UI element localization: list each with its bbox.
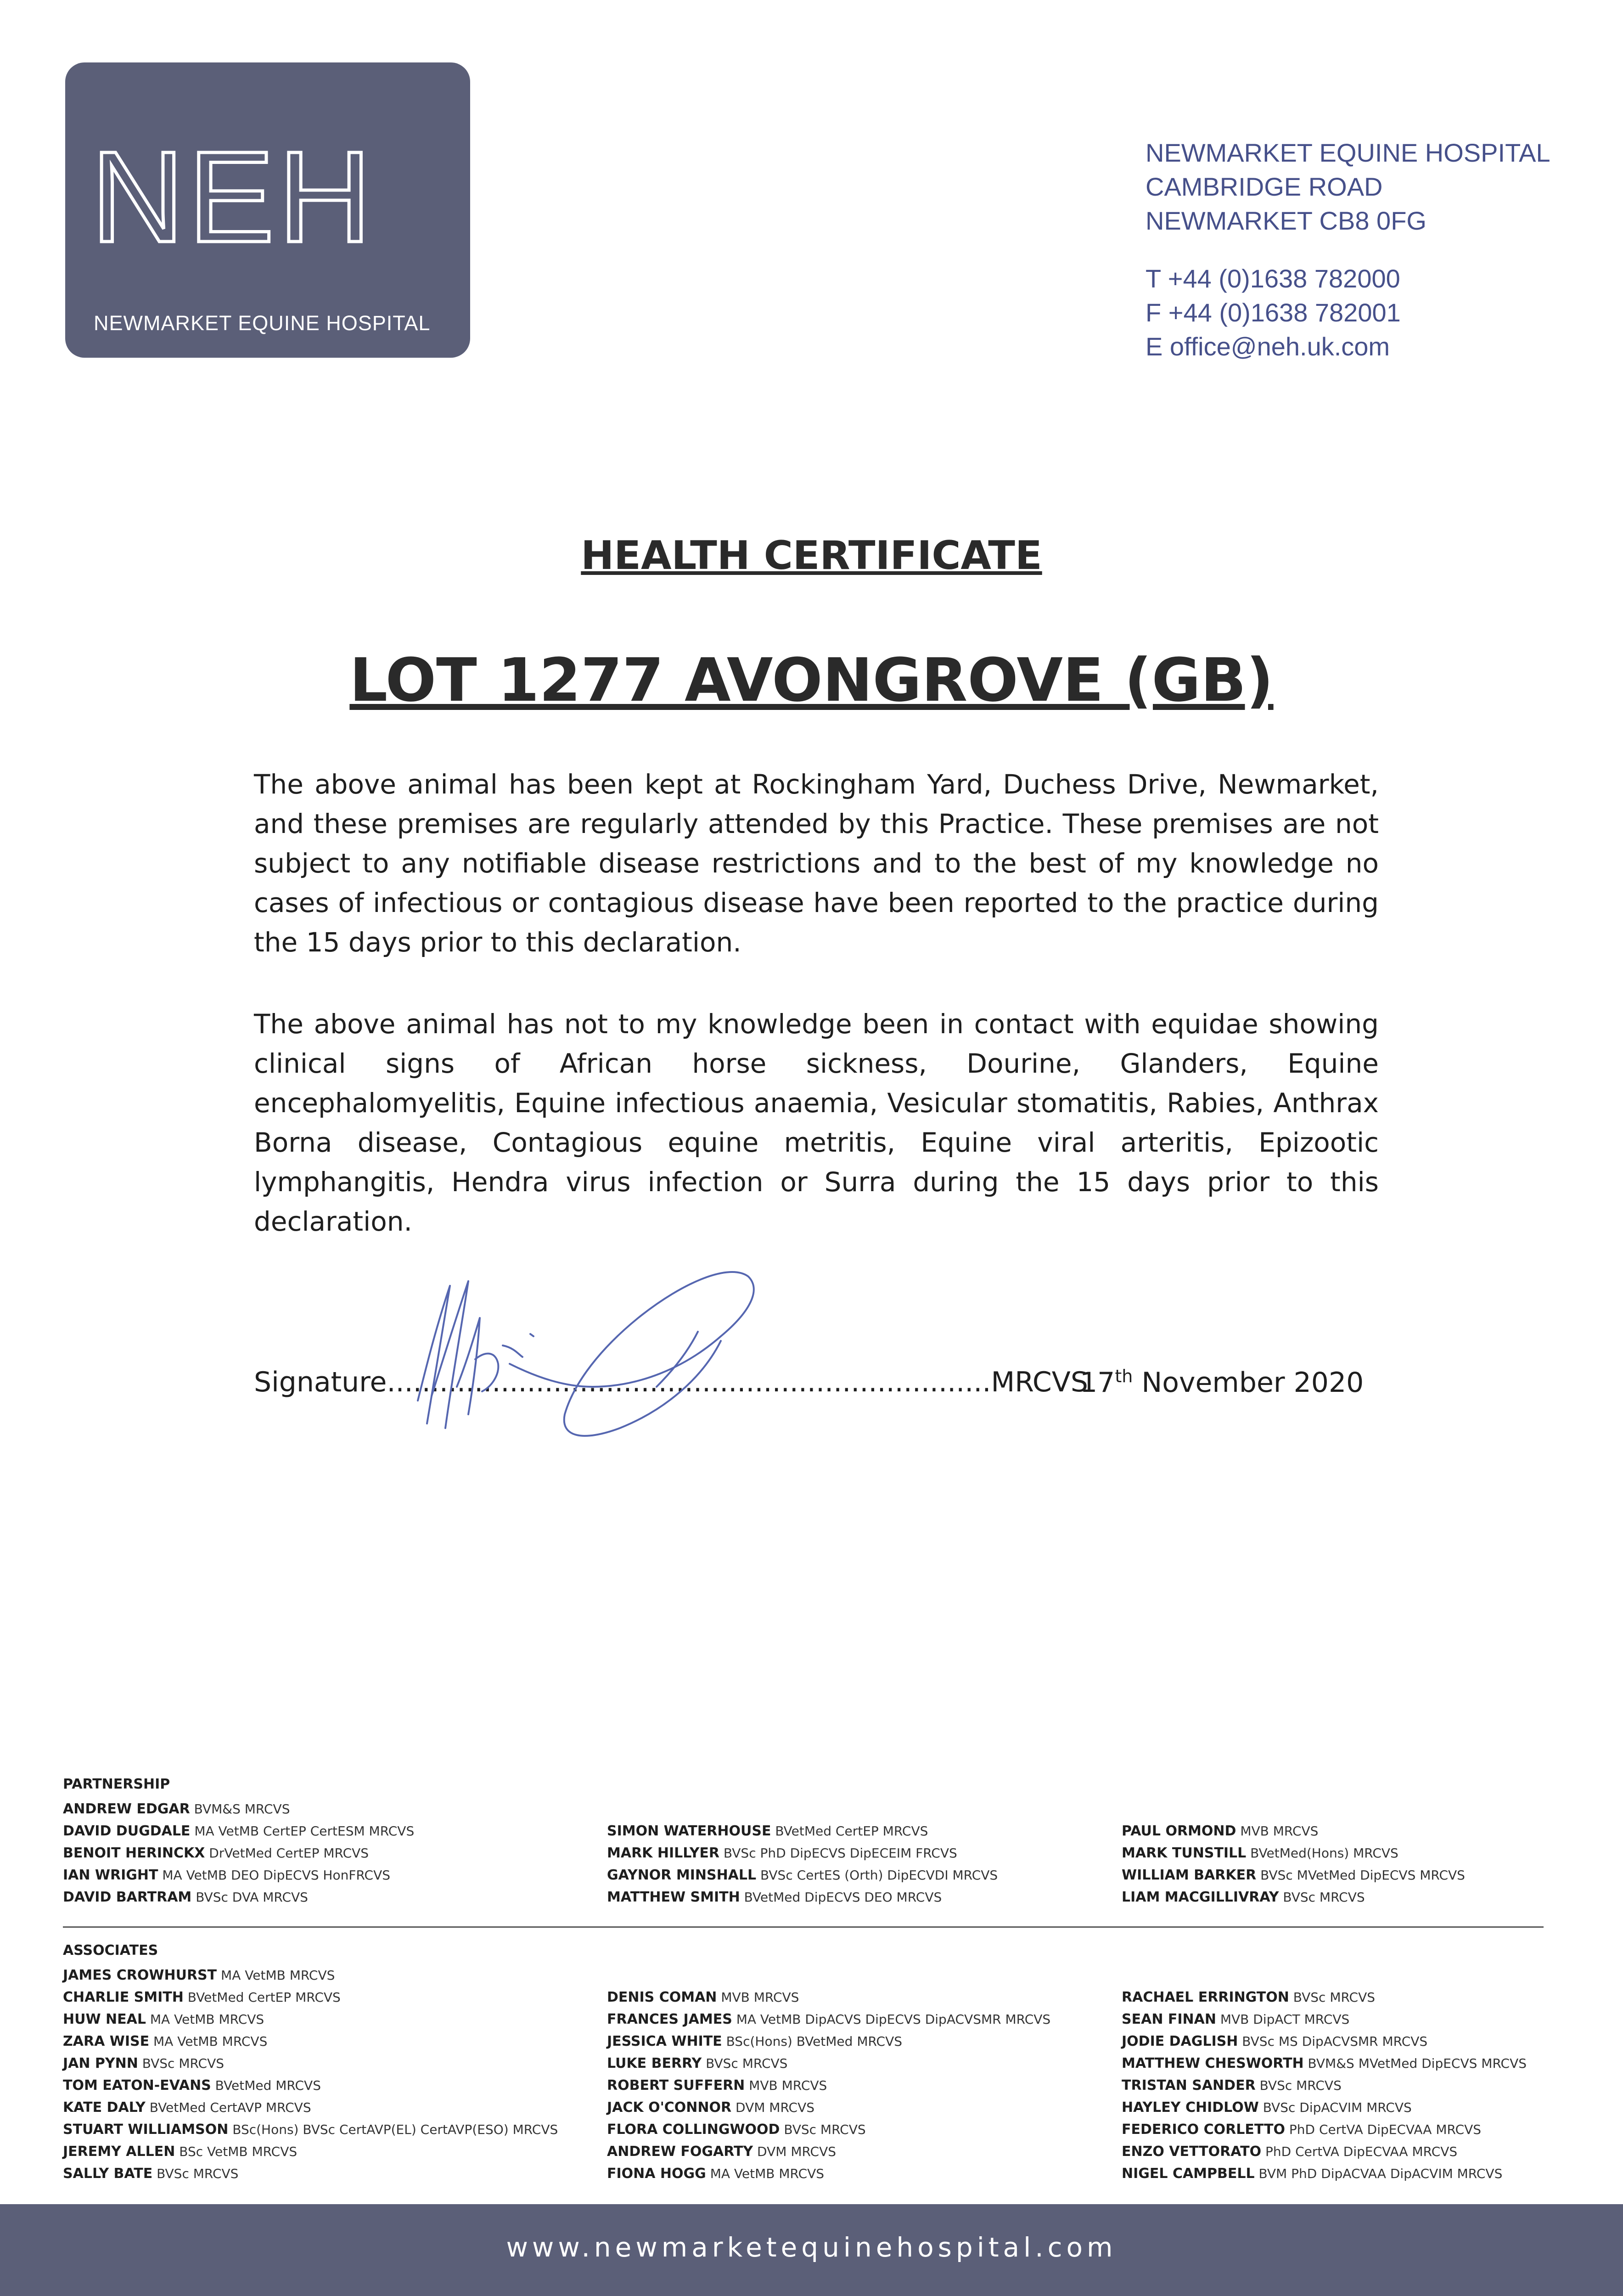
- date-rest: November 2020: [1133, 1367, 1364, 1399]
- logo-mark: NEH: [91, 124, 376, 269]
- staff-name: LIAM MACGILLIVRAY: [1122, 1889, 1279, 1905]
- staff-credentials: MA VetMB MRCVS: [706, 2166, 825, 2181]
- partnership-column-2: [607, 1820, 998, 1908]
- staff-entry: [607, 1986, 1050, 2009]
- staff-entry: [607, 2119, 1050, 2141]
- staff-name: FLORA COLLINGWOOD: [607, 2122, 780, 2138]
- staff-credentials: BSc(Hons) BVSc CertAVP(EL) CertAVP(ESO) MRCVS: [228, 2122, 558, 2137]
- staff-entry: [1122, 2009, 1527, 2031]
- staff-entry: [1122, 2075, 1527, 2097]
- staff-entry: [1122, 2053, 1527, 2075]
- staff-entry: [63, 1886, 414, 1908]
- staff-name: HUW NEAL: [63, 2011, 146, 2027]
- staff-entry: [63, 1964, 558, 1986]
- staff-name: KATE DALY: [63, 2099, 146, 2116]
- staff-name: MARK TUNSTILL: [1122, 1845, 1247, 1861]
- staff-entry: [1122, 2119, 1527, 2141]
- staff-credentials: MVB MRCVS: [1236, 1823, 1319, 1839]
- declaration-paragraph-1: The above animal has been kept at Rockingham Yard, Duchess Drive, Newmarket, and these premises are regularly attended by this Practice. These premises are not subject to any notifiable disease restrictions and to the best of my knowledge no cases of infectious or contagious disease have been reported to the practice during the 15 days prior to this declaration.: [254, 769, 1379, 958]
- staff-entry: [1122, 1842, 1465, 1864]
- staff-credentials: DVM MRCVS: [753, 2144, 837, 2159]
- staff-entry: [63, 1798, 414, 1820]
- staff-entry: [63, 1842, 414, 1864]
- staff-credentials: BVSc MRCVS: [152, 2166, 239, 2181]
- staff-credentials: BVSc MVetMed DipECVS MRCVS: [1256, 1868, 1465, 1883]
- section-divider: [63, 1926, 1544, 1928]
- staff-name: HAYLEY CHIDLOW: [1122, 2099, 1259, 2116]
- staff-entry: [607, 1842, 998, 1864]
- staff-name: DAVID DUGDALE: [63, 1823, 191, 1839]
- lot-title: LOT 1277 AVONGROVE (GB): [349, 645, 1274, 715]
- staff-credentials: BVetMed CertEP MRCVS: [183, 1990, 341, 2005]
- staff-entry: [63, 2009, 558, 2031]
- staff-credentials: MVB MRCVS: [717, 1990, 799, 2005]
- staff-credentials: BVSc MS DipACVSMR MRCVS: [1238, 2034, 1428, 2049]
- staff-entry: [1122, 2031, 1527, 2053]
- staff-name: ENZO VETTORATO: [1122, 2144, 1262, 2160]
- staff-name: JAN PYNN: [63, 2055, 138, 2071]
- staff-credentials: BVM&S MRCVS: [190, 1801, 290, 1817]
- hospital-logo: [65, 62, 470, 358]
- staff-name: SIMON WATERHOUSE: [607, 1823, 771, 1839]
- staff-name: IAN WRIGHT: [63, 1867, 158, 1883]
- staff-credentials: BVM PhD DipACVAA DipACVIM MRCVS: [1254, 2166, 1503, 2181]
- staff-name: STUART WILLIAMSON: [63, 2122, 229, 2138]
- signature-line: Signature.....................................................................MRCVS: [254, 1366, 1088, 1398]
- staff-name: DAVID BARTRAM: [63, 1889, 192, 1905]
- staff-name: NIGEL CAMPBELL: [1122, 2166, 1255, 2182]
- staff-credentials: MA VetMB MRCVS: [149, 2034, 268, 2049]
- staff-credentials: BVSc MRCVS: [1255, 2078, 1342, 2093]
- staff-name: GAYNOR MINSHALL: [607, 1867, 757, 1883]
- date-suffix: th: [1115, 1366, 1133, 1386]
- staff-entry: [63, 2075, 558, 2097]
- associates-column-2: [607, 1986, 1050, 2185]
- fax: F +44 (0)1638 782001: [1146, 298, 1401, 327]
- staff-entry: [1122, 2097, 1527, 2119]
- staff-name: DENIS COMAN: [607, 1989, 717, 2005]
- staff-entry: [607, 2053, 1050, 2075]
- staff-entry: [607, 1864, 998, 1886]
- logo-subtitle: NEWMARKET EQUINE HOSPITAL: [94, 311, 431, 335]
- staff-name: SALLY BATE: [63, 2166, 153, 2182]
- associates-column-1: [63, 1964, 558, 2185]
- address-line: NEWMARKET EQUINE HOSPITAL: [1146, 138, 1550, 167]
- staff-name: JEREMY ALLEN: [63, 2144, 175, 2160]
- staff-name: MATTHEW CHESWORTH: [1122, 2055, 1304, 2071]
- staff-entry: [607, 2163, 1050, 2185]
- staff-credentials: BVetMed(Hons) MRCVS: [1246, 1846, 1398, 1861]
- staff-credentials: BVetMed MRCVS: [211, 2078, 321, 2093]
- staff-credentials: BVSc DipACVIM MRCVS: [1258, 2100, 1412, 2115]
- staff-name: TOM EATON-EVANS: [63, 2077, 211, 2093]
- staff-entry: [1122, 1820, 1465, 1842]
- staff-name: LUKE BERRY: [607, 2055, 702, 2071]
- staff-entry: [1122, 1986, 1527, 2009]
- associates-heading: ASSOCIATES: [63, 1942, 158, 1958]
- staff-name: RACHAEL ERRINGTON: [1122, 1989, 1289, 2005]
- staff-entry: [607, 2141, 1050, 2163]
- associates-column-3: [1122, 1986, 1527, 2185]
- staff-credentials: MA VetMB MRCVS: [217, 1968, 335, 1983]
- staff-name: TRISTAN SANDER: [1122, 2077, 1256, 2093]
- staff-entry: [63, 2163, 558, 2185]
- staff-entry: [607, 2097, 1050, 2119]
- staff-name: JESSICA WHITE: [607, 2033, 722, 2049]
- staff-credentials: DVM MRCVS: [731, 2100, 815, 2115]
- staff-credentials: BSc VetMB MRCVS: [175, 2144, 298, 2159]
- staff-name: PAUL ORMOND: [1122, 1823, 1236, 1839]
- staff-credentials: MA VetMB MRCVS: [146, 2012, 264, 2027]
- staff-name: CHARLIE SMITH: [63, 1989, 184, 2005]
- staff-entry: [63, 1820, 414, 1842]
- staff-entry: [63, 2141, 558, 2163]
- signature-date: [1080, 1366, 1364, 1399]
- staff-credentials: BVSc MRCVS: [702, 2056, 788, 2071]
- staff-credentials: BVSc MRCVS: [780, 2122, 866, 2137]
- staff-credentials: BVSc CertES (Orth) DipECVDI MRCVS: [756, 1868, 998, 1883]
- staff-credentials: BVSc MRCVS: [1289, 1990, 1376, 2005]
- staff-entry: [63, 2119, 558, 2141]
- footer-bar: [0, 2204, 1623, 2296]
- staff-entry: [63, 2097, 558, 2119]
- staff-entry: [607, 2009, 1050, 2031]
- staff-credentials: MVB DipACT MRCVS: [1216, 2012, 1350, 2027]
- staff-entry: [63, 2031, 558, 2053]
- staff-entry: [607, 1886, 998, 1908]
- staff-credentials: DrVetMed CertEP MRCVS: [205, 1846, 369, 1861]
- staff-name: BENOIT HERINCKX: [63, 1845, 205, 1861]
- staff-entry: [1122, 2163, 1527, 2185]
- staff-credentials: BVSc DVA MRCVS: [191, 1890, 308, 1905]
- staff-name: WILLIAM BARKER: [1122, 1867, 1257, 1883]
- staff-entry: [607, 2075, 1050, 2097]
- staff-name: JAMES CROWHURST: [63, 1967, 217, 1983]
- declaration-paragraph-2: The above animal has not to my knowledge been in contact with equidae showing clinical signs of African horse sickness, Dourine, Glanders, Equine encephalomyelitis, Equine infectious anaemia, Vesicular stomatitis, Rabies, Anthrax Borna disease, Contagious equine metritis, Equine viral arteritis, Epizootic lymphangitis, Hendra virus infection or Surra during the 15 days prior to this declaration.: [254, 1008, 1379, 1237]
- document-title: HEALTH CERTIFICATE: [581, 533, 1042, 579]
- address-line: CAMBRIDGE ROAD: [1146, 172, 1383, 201]
- date-day: 17: [1080, 1367, 1115, 1399]
- telephone: T +44 (0)1638 782000: [1146, 264, 1400, 293]
- staff-name: ZARA WISE: [63, 2033, 150, 2049]
- staff-entry: [63, 1986, 558, 2009]
- footer-website: www.newmarketequinehospital.com: [506, 2232, 1117, 2263]
- staff-name: MARK HILLYER: [607, 1845, 720, 1861]
- staff-credentials: BVSc MRCVS: [138, 2056, 225, 2071]
- staff-entry: [1122, 1864, 1465, 1886]
- staff-credentials: BVetMed DipECVS DEO MRCVS: [740, 1890, 942, 1905]
- staff-credentials: PhD CertVA DipECVAA MRCVS: [1285, 2122, 1482, 2137]
- staff-credentials: BVetMed CertEP MRCVS: [771, 1823, 928, 1839]
- staff-credentials: BVM&S MVetMed DipECVS MRCVS: [1303, 2056, 1527, 2071]
- address-block: [1146, 136, 1605, 364]
- staff-name: FIONA HOGG: [607, 2166, 706, 2182]
- staff-credentials: MA VetMB DipACVS DipECVS DipACVSMR MRCVS: [732, 2012, 1051, 2027]
- staff-name: JACK O'CONNOR: [607, 2099, 732, 2116]
- address-line: NEWMARKET CB8 0FG: [1146, 206, 1426, 235]
- staff-credentials: PhD CertVA DipECVAA MRCVS: [1261, 2144, 1458, 2159]
- staff-entry: [607, 2031, 1050, 2053]
- staff-credentials: MA VetMB DEO DipECVS HonFRCVS: [158, 1868, 391, 1883]
- email: E office@neh.uk.com: [1146, 332, 1390, 361]
- staff-credentials: BVetMed CertAVP MRCVS: [145, 2100, 311, 2115]
- staff-credentials: BVSc PhD DipECVS DipECEIM FRCVS: [719, 1846, 957, 1861]
- staff-name: MATTHEW SMITH: [607, 1889, 740, 1905]
- staff-entry: [63, 2053, 558, 2075]
- staff-entry: [607, 1820, 998, 1842]
- staff-name: ANDREW EDGAR: [63, 1801, 190, 1817]
- staff-name: ROBERT SUFFERN: [607, 2077, 745, 2093]
- handwritten-signature: [399, 1249, 836, 1465]
- staff-name: JODIE DAGLISH: [1122, 2033, 1238, 2049]
- staff-entry: [63, 1864, 414, 1886]
- staff-credentials: MVB MRCVS: [745, 2078, 827, 2093]
- staff-name: FRANCES JAMES: [607, 2011, 732, 2027]
- staff-entry: [1122, 2141, 1527, 2163]
- staff-name: SEAN FINAN: [1122, 2011, 1216, 2027]
- partnership-column-3: [1122, 1820, 1465, 1908]
- partnership-column-1: [63, 1798, 414, 1908]
- partnership-heading: PARTNERSHIP: [63, 1776, 170, 1792]
- staff-credentials: BVSc MRCVS: [1279, 1890, 1365, 1905]
- staff-entry: [1122, 1886, 1465, 1908]
- staff-name: FEDERICO CORLETTO: [1122, 2122, 1285, 2138]
- staff-credentials: MA VetMB CertEP CertESM MRCVS: [190, 1823, 415, 1839]
- staff-name: ANDREW FOGARTY: [607, 2144, 753, 2160]
- staff-credentials: BSc(Hons) BVetMed MRCVS: [722, 2034, 903, 2049]
